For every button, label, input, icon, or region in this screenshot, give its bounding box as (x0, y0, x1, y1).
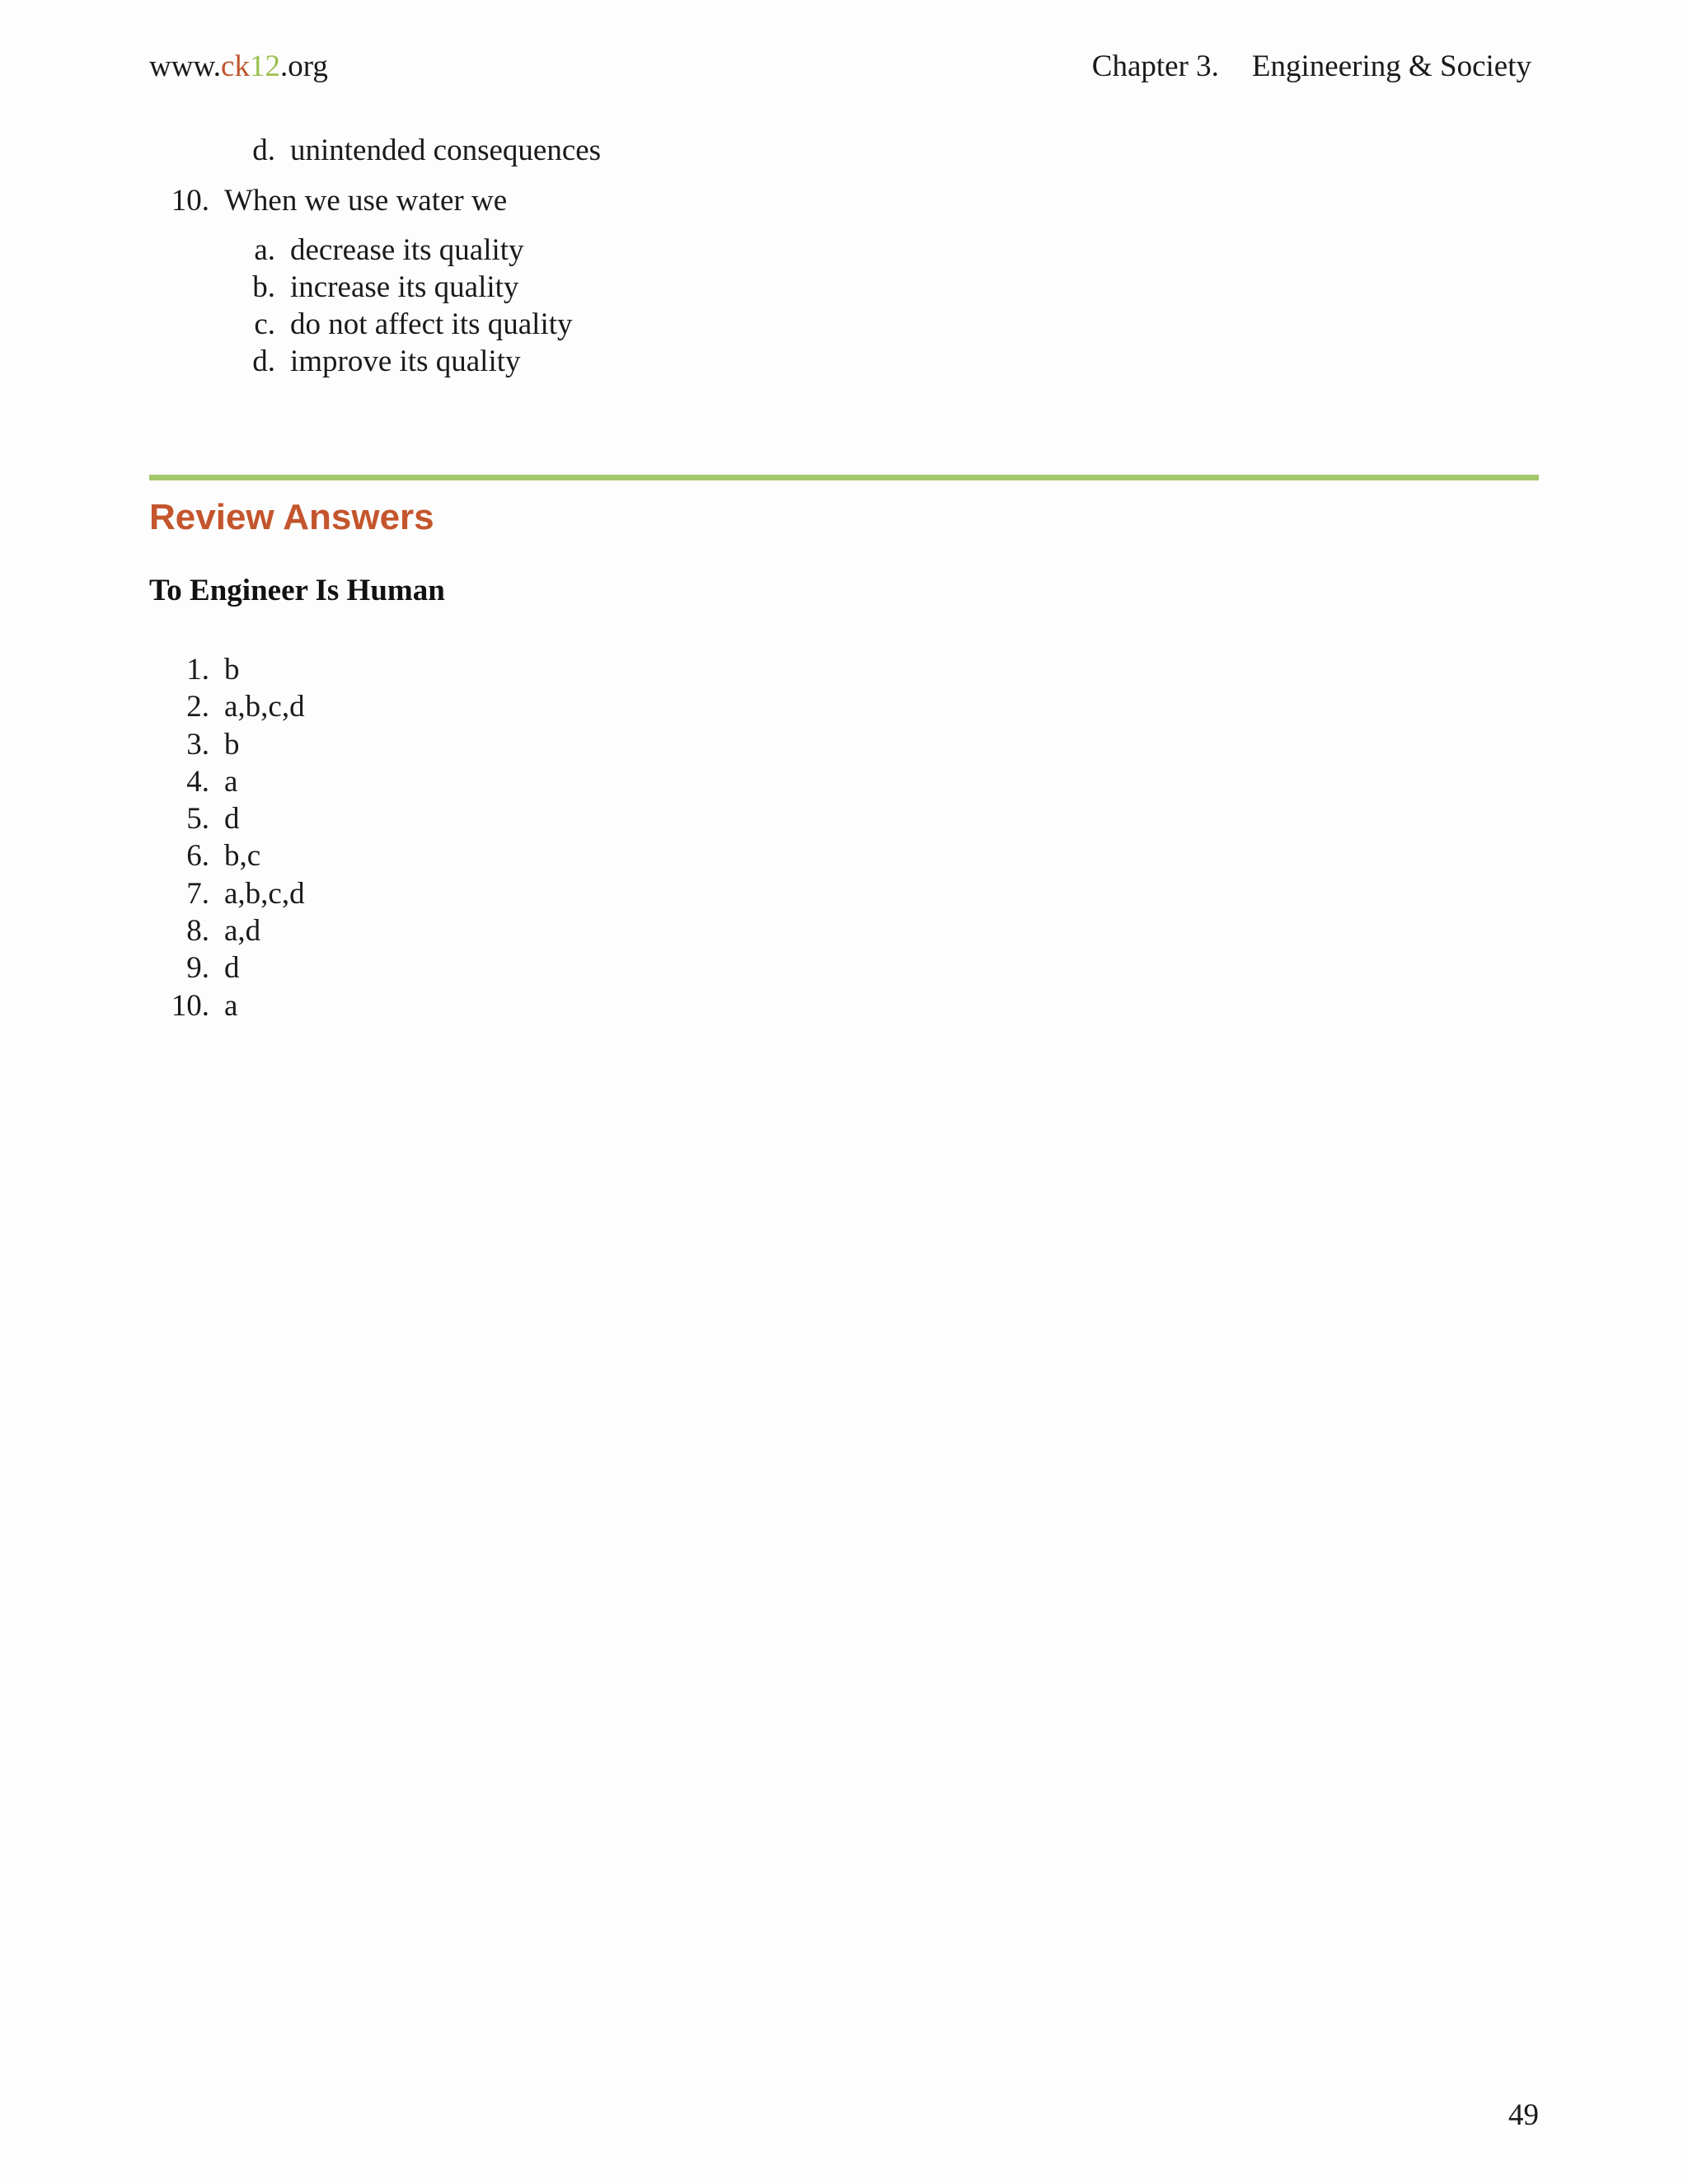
answer-number: 8. (186, 914, 209, 949)
answer-list (149, 651, 1540, 1024)
question-item (149, 182, 1540, 219)
answer-number: 7. (186, 876, 209, 911)
option-item (149, 306, 1540, 343)
answer-value: b,c (224, 839, 261, 874)
page-number: 49 (1508, 2098, 1539, 2132)
answer-value: a,b,c,d (224, 690, 305, 724)
answer-value: b (224, 727, 240, 762)
option-item (149, 132, 1540, 169)
option-text: improve its quality (290, 344, 521, 378)
section-divider (149, 475, 1539, 480)
answer-number: 2. (186, 690, 209, 724)
question-options (149, 232, 1540, 380)
option-item (149, 269, 1540, 306)
option-text: do not affect its quality (290, 307, 573, 341)
option-text: increase its quality (290, 270, 519, 304)
answer-item (149, 912, 1540, 949)
answer-number: 6. (186, 839, 209, 874)
answer-value: a (224, 764, 238, 799)
answer-item (149, 651, 1540, 688)
answer-number: 5. (186, 802, 209, 837)
answer-value: a,d (224, 914, 261, 949)
page-header (149, 46, 1531, 87)
answer-number: 4. (186, 764, 209, 799)
question-list (149, 132, 1540, 380)
question-text: When we use water we (224, 184, 508, 218)
option-text: decrease its quality (290, 233, 524, 267)
question-number: 10. (171, 184, 209, 218)
answer-item (149, 837, 1540, 874)
option-item (149, 343, 1540, 380)
subsection-title: To Engineer Is Human (149, 574, 445, 607)
site-url (149, 46, 328, 87)
chapter-title: Engineering & Society (1251, 49, 1531, 83)
option-marker: c. (254, 307, 275, 341)
option-marker: d. (252, 344, 275, 378)
section-title: Review Answers (149, 497, 434, 537)
answer-value: d (224, 802, 240, 837)
option-text: unintended consequences (290, 134, 602, 167)
option-marker: a. (254, 233, 275, 267)
option-item (149, 232, 1540, 269)
answer-number: 9. (186, 951, 209, 986)
option-marker: b. (252, 270, 275, 304)
chapter-label: Chapter 3. (1091, 49, 1219, 83)
answer-value: a,b,c,d (224, 876, 305, 911)
answer-number: 10. (171, 988, 209, 1023)
answer-item (149, 726, 1540, 763)
site-ck: ck (221, 49, 250, 83)
site-12: 12 (249, 49, 280, 83)
answer-number: 3. (186, 727, 209, 762)
option-marker: d. (252, 134, 275, 167)
answer-item (149, 987, 1540, 1024)
answer-item (149, 800, 1540, 837)
answer-item (149, 875, 1540, 912)
answer-item (149, 688, 1540, 725)
answer-value: d (224, 951, 240, 986)
answer-value: b (224, 653, 240, 687)
site-suffix: .org (279, 49, 328, 83)
answer-item (149, 763, 1540, 800)
site-prefix: www. (149, 49, 222, 83)
answer-number: 1. (186, 653, 209, 687)
answer-value: a (224, 988, 238, 1023)
chapter-heading (1092, 46, 1531, 87)
answer-item (149, 949, 1540, 987)
